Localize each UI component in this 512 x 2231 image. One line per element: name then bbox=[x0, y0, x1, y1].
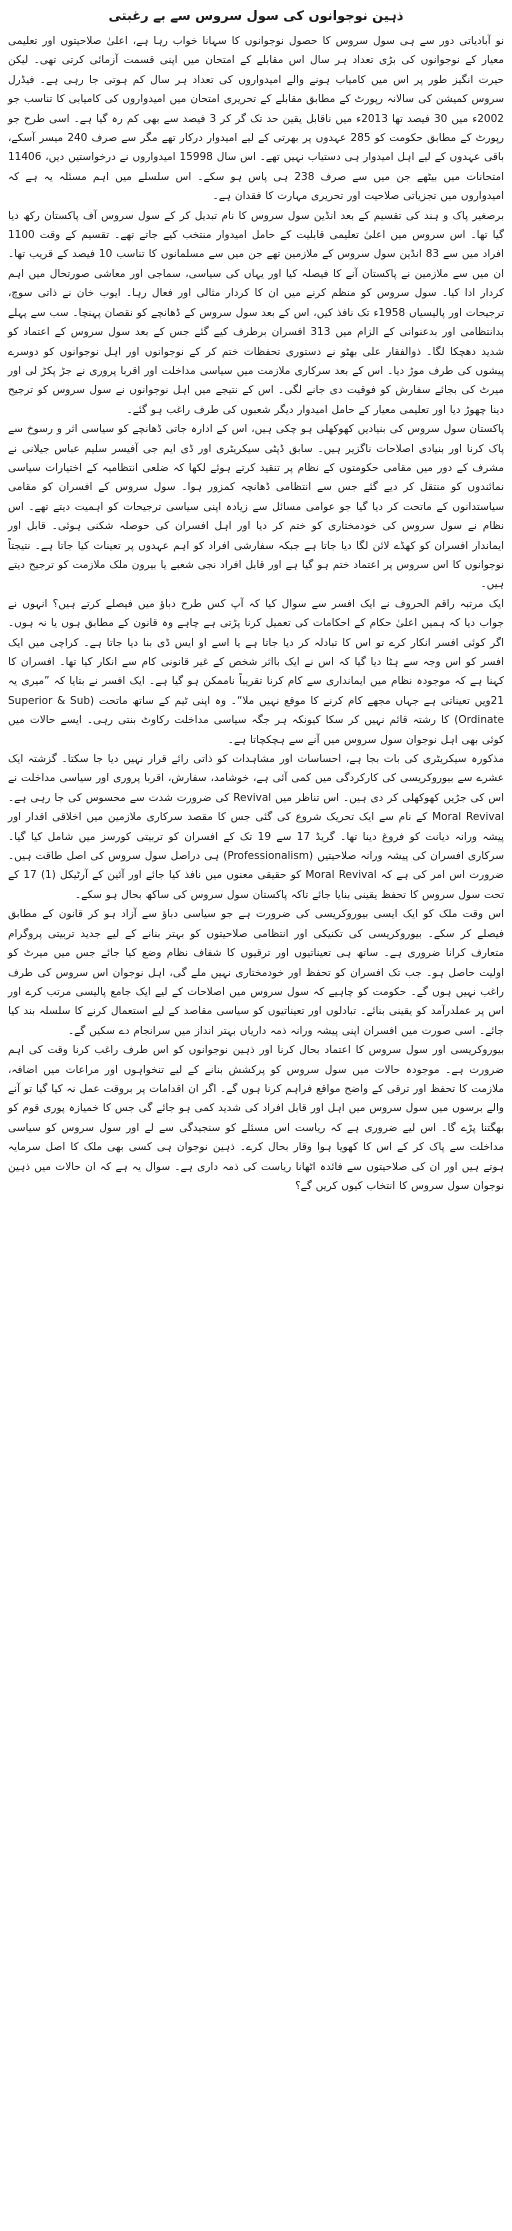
article-paragraph-7: بیوروکریسی اور سول سروس کا اعتماد بحال کرنا اور ذہین نوجوانوں کو اس طرف راغب کرنا وقت کی اہم ضرورت ہے۔ موجودہ حالات میں سول سروس کو پرکشش بنانے کے لیے تنخواہوں اور مراعات میں اضافہ، ملازمت کا تحفظ اور ترقی کے واضح مواقع فراہم کرنا ہوں گے۔ اگر ان اقدامات پر بروقت عمل نہ کیا گیا تو آنے والے برسوں میں سول سروس میں اہل اور قابل افراد کی شدید کمی ہو جائے گی جس کا خمیازہ پوری قوم کو بھگتنا پڑے گا۔ اس لیے ضروری ہے کہ ریاست اس مسئلے کو سنجیدگی سے لے اور سول سروس کو سیاسی مداخلت سے پاک کر کے اس کا کھویا ہوا وقار بحال کرے۔ ذہین نوجوان ہی کسی بھی ملک کا اصل سرمایہ ہوتے ہیں اور ان کی صلاحیتوں سے فائدہ اٹھانا ریاست کی ذمہ داری ہے۔ سوال یہ ہے کہ ان حالات میں ذہین نوجوان سول سروس کا انتخاب کیوں کریں گے؟ bbox=[8, 1044, 504, 1192]
article-paragraph-5: مذکورہ سیکریٹری کی بات بجا ہے، احساسات اور مشاہدات کو ذاتی رائے قرار نہیں دیا جا سکتا۔ گزشتہ ایک عشرے سے بیوروکریسی کی کارکردگی میں کمی آئی ہے، خوشامد، سفارش، اقربا پروری اور سیاسی مداخلت نے اس کی جڑیں کھوکھلی کر دی ہیں۔ اس تناظر میں Revival کی ضرورت شدت سے محسوس کی جا رہی ہے۔ Moral Revival کے نام سے ایک تحریک شروع کی گئی جس کا مقصد سرکاری ملازمین میں اخلاقی اقدار اور پیشہ ورانہ دیانت کو فروغ دینا تھا۔ گریڈ 17 سے 19 تک کے افسران کو تربیتی کورسز میں شامل کیا گیا۔ سرکاری افسران کی پیشہ ورانہ صلاحیتیں (Professionalism) ہی دراصل سول سروس کی اصل طاقت ہیں۔ ضرورت اس امر کی ہے کہ Moral Revival کو حقیقی معنوں میں نافذ کیا جائے اور آئین کے آرٹیکل (1) 17 کے تحت سول سروس کا تحفظ یقینی بنایا جائے تاکہ پاکستان سول سروس کی ساکھ بحال ہو سکے۔ bbox=[8, 753, 505, 901]
article-paragraph-1: نو آبادیاتی دور سے ہی سول سروس کا حصول نوجوانوں کا سہانا خواب رہا ہے، اعلیٰ صلاحیتوں اور تعلیمی معیار کے نوجوانوں کی بڑی تعداد ہر سال اس مقابلے کے امتحان میں اپنی قسمت آزمائی کرتی تھی۔ لیکن حیرت انگیز طور پر اس میں کامیاب ہونے والے امیدواروں کی تعداد ہر سال کم ہوتی جا رہی ہے۔ فیڈرل سروس کمیشن کی سالانہ رپورٹ کے مطابق مقابلے کے تحریری امتحان میں امیدواروں کی کامیابی کا تناسب جو 2002ء میں 30 فیصد تھا 2013ء میں ناقابل یقین حد تک گر کر 3 فیصد سے بھی کم رہ گیا ہے۔ اسی طرح جو رپورٹ کے مطابق حکومت کو 285 عہدوں پر بھرتی کے لیے امیدوار درکار تھے مگر سے صرف 240 میسر آسکے، باقی عہدوں کے لیے اہل امیدوار ہی دستیاب نہیں تھے۔ اس سال 15998 امیدواروں نے درخواستیں دیں، 11406 امتحانات میں بیٹھے جن میں سے صرف 238 ہی پاس ہو سکے۔ اس سلسلے میں اہم مسئلہ یہ ہے کہ امیدواروں میں تجزیاتی صلاحیت اور تحریری مہارت کا فقدان ہے۔ bbox=[8, 35, 505, 203]
article-paragraph-2: برصغیر پاک و ہند کی تقسیم کے بعد انڈین سول سروس کا نام تبدیل کر کے سول سروس آف پاکستان رکھ دیا گیا تھا۔ اس سروس میں اعلیٰ تعلیمی قابلیت کے حامل امیدوار منتخب کیے جاتے تھے۔ تقسیم کے وقت 1100 افراد میں سے 83 انڈین سول سروس کے ملازمین تھے جن میں سے مسلمانوں کا تناسب 10 فیصد کے قریب تھا۔ ان میں سے ملازمین نے پاکستان آنے کا فیصلہ کیا اور یہاں کی سیاسی، سماجی اور معاشی صورتحال میں اہم کردار ادا کیا۔ سول سروس کو منظم کرنے میں ان کا کردار مثالی اور فعال رہا۔ ایوب خان نے ذاتی سوچ، ترجیحات اور پالیسیاں 1958ء تک نافذ کیں، اس کے بعد سول سروس کے ڈھانچے کو نقصان پہنچا۔ سب سے پہلے بدانتظامی اور بدعنوانی کے الزام میں 313 افسران برطرف کیے گئے جس کے بعد سول سروس کے اعتماد کو شدید دھچکا لگا۔ ذوالفقار علی بھٹو نے دستوری تحفظات ختم کر کے نوجوانوں اور اہل نوجوانوں کو دوسرے پیشوں کی طرف موڑ دیا۔ اس کے بعد سرکاری ملازمت میں سیاسی مداخلت اور اقربا پروری نے جڑ پکڑ لی اور میرٹ کی بجائے سفارش کو فوقیت دی جانے لگی۔ اس کے نتیجے میں اہل نوجوانوں نے سول سروس کو ترجیح دینا چھوڑ دیا اور تعلیمی معیار کے حامل امیدوار دیگر شعبوں کی طرف راغب ہو گئے۔ bbox=[8, 209, 504, 416]
article-paragraph-4: ایک مرتبہ راقم الحروف نے ایک افسر سے سوال کیا کہ آپ کس طرح دباؤ میں فیصلے کرتے ہیں؟ انہوں نے جواب دیا کہ ہمیں اعلیٰ حکام کے احکامات کی تعمیل کرنا پڑتی ہے چاہے وہ قانون کے مطابق ہوں یا نہ ہوں۔ اگر کوئی افسر انکار کرے تو اس کا تبادلہ کر دیا جاتا ہے یا اسے او ایس ڈی بنا دیا جاتا ہے۔ کراچی میں ایک افسر کو اس وجہ سے ہٹا دیا گیا کہ اس نے ایک بااثر شخص کے غیر قانونی کام سے انکار کیا تھا۔ افسران کا کہنا ہے کہ موجودہ نظام میں ایمانداری سے کام کرنا تقریباً ناممکن ہو گیا ہے۔ ایک افسر نے بتایا کہ ”میری یہ 21ویں تعیناتی ہے جہاں مجھے کام کرنے کا موقع نہیں ملا“۔ وہ اپنی ٹیم کے ساتھ ماتحت (Superior & Sub Ordinate) کا رشتہ قائم نہیں کر سکا کیونکہ ہر جگہ سیاسی مداخلت رکاوٹ بنتی رہی۔ ایسے حالات میں کوئی بھی اہل نوجوان سول سروس میں آنے سے ہچکچاتا ہے۔ bbox=[8, 597, 504, 746]
article-paragraph-3: پاکستان سول سروس کی بنیادیں کھوکھلی ہو چکی ہیں، اس کے ادارہ جاتی ڈھانچے کو سیاسی اثر و رسوخ سے پاک کرنا اور بنیادی اصلاحات ناگزیر ہیں۔ سابق ڈپٹی سیکریٹری اور ڈی ایم جی آفیسر سلیم عباس جیلانی نے مشرف کے دور میں مقامی حکومتوں کے نظام پر تنقید کرتے ہوئے لکھا کہ ضلعی انتظامیہ کے اختیارات سیاسی نمائندوں کو منتقل کر دیے گئے جس سے انتظامی ڈھانچہ کمزور ہوا۔ سول سروس کے افسران کو مقامی سیاستدانوں کے ماتحت کر دیا گیا جو عوامی مسائل سے زیادہ اپنی سیاسی ترجیحات کو اہمیت دیتے تھے۔ اس نظام نے سول سروس کی خودمختاری کو ختم کر دیا اور اہل افسران کی حوصلہ شکنی ہوئی۔ قابل اور ایماندار افسران کو کھڈے لائن لگا دیا جاتا ہے جبکہ سفارشی افراد کو اہم عہدوں پر تعینات کیا جاتا ہے۔ نتیجتاً نوجوانوں کا اس سروس پر اعتماد ختم ہو گیا ہے اور قابل افراد نجی شعبے یا بیرون ملک ملازمت کو ترجیح دیتے ہیں۔ bbox=[8, 423, 504, 591]
article-paragraph-6: اس وقت ملک کو ایک ایسی بیوروکریسی کی ضرورت ہے جو سیاسی دباؤ سے آزاد ہو کر قانون کے مطابق فیصلے کر سکے۔ بیوروکریسی کی تکنیکی اور انتظامی صلاحیتوں کو بہتر بنانے کے لیے جدید تربیتی پروگرام متعارف کرانا ضروری ہے۔ ساتھ ہی تعیناتیوں اور ترقیوں کا شفاف نظام وضع کیا جائے جس میں میرٹ کو اولیت حاصل ہو۔ جب تک افسران کو تحفظ اور خودمختاری نہیں ملے گی، اہل نوجوان اس سروس کی طرف راغب نہیں ہوں گے۔ حکومت کو چاہیے کہ سول سروس میں اصلاحات کے لیے ایک جامع پالیسی مرتب کرے اور اس پر عملدرآمد کو یقینی بنائے۔ تبادلوں اور تعیناتیوں کو سیاسی مقاصد کے لیے استعمال کرنے کا سلسلہ بند کیا جائے۔ اسی صورت میں افسران اپنی پیشہ ورانہ ذمہ داریاں بہتر انداز میں سرانجام دے سکیں گے۔ bbox=[8, 908, 504, 1037]
article-title: ذہین نوجوانوں کی سول سروس سے بے رغبتی bbox=[108, 9, 404, 24]
